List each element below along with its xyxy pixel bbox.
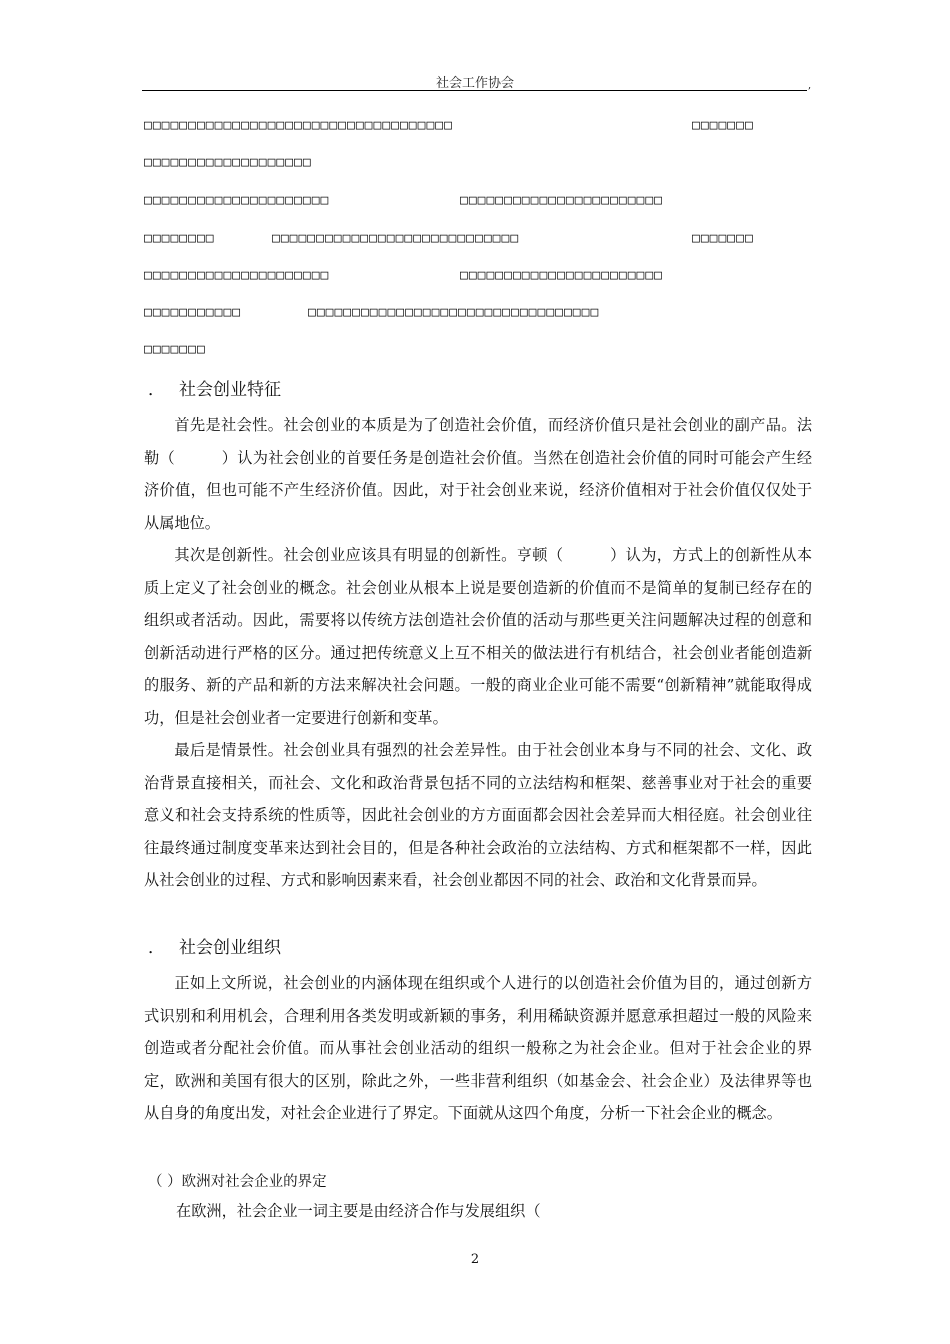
header-rule <box>142 90 807 91</box>
garbled-line-1a: □□□□□□□□□□□□□□□□□□□□□□□□□□□□□□□□□□□ <box>144 118 453 133</box>
paragraph-europe-start: 在欧洲，社会企业一词主要是由经济合作与发展组织（ <box>176 1202 541 1220</box>
paragraph-context: 最后是情景性。社会创业具有强烈的社会差异性。由于社会创业本身与不同的社会、文化、政治背景直接相关，而社会、文化和政治背景包括不同的立法结构和框架、慈善事业对于社会的重要意义和社会支持系统的性质等，因此社会创业的方方面面都会因社会差异而大相径庭。社会创业往往最终通过制度变革来达到社会目的，但是各种社会政治的立法结构、方式和框架都不一样，因此从社会创业的过程、方式和影响因素来看，社会创业都因不同的社会、政治和文化背景而异。 <box>144 741 812 889</box>
page-number: 2 <box>470 1252 480 1267</box>
heading-dot: ． <box>148 938 165 958</box>
section-heading-features <box>148 375 281 400</box>
running-header: 社会工作协会 <box>435 76 514 91</box>
garbled-line-4b: □□□□□□□□□□□□□□□□□□□□□□□□□□□□ <box>272 231 520 246</box>
heading-dot: ． <box>148 380 165 400</box>
heading-text: 社会创业特征 <box>179 380 281 400</box>
garbled-line-6a: □□□□□□□□□□□ <box>144 305 242 320</box>
heading-text: 社会创业组织 <box>179 938 281 958</box>
header-mark: , <box>808 80 812 91</box>
garbled-line-5a: □□□□□□□□□□□□□□□□□□□□□ <box>144 268 330 283</box>
garbled-line-4c: □□□□□□□ <box>692 231 754 246</box>
garbled-line-4a: □□□□□□□□ <box>144 231 215 246</box>
garbled-line-2a: □□□□□□□□□□□□□□□□□□□ <box>144 155 312 170</box>
garbled-line-1b: □□□□□□□ <box>692 118 754 133</box>
garbled-line-3a: □□□□□□□□□□□□□□□□□□□□□ <box>144 193 330 208</box>
section-heading-organization <box>148 933 281 958</box>
paragraph-social-enterprise: 正如上文所说，社会创业的内涵体现在组织或个人进行的以创造社会价值为目的，通过创新方式识别和利用机会，合理利用各类发明或新颖的事务，利用稀缺资源并愿意承担超过一般的风险来创造或者分配社会价值。而从事社会创业活动的组织一般称之为社会企业。但对于社会企业的界定，欧洲和美国有很大的区别，除此之外，一些非营利组织（如基金会、社会企业）及法律界等也从自身的角度出发，对社会企业进行了界定。下面就从这四个角度，分析一下社会企业的概念。 <box>144 974 812 1122</box>
paragraph-innovation: 其次是创新性。社会创业应该具有明显的创新性。亨顿（ ）认为，方式上的创新性从本质上定义了社会创业的概念。社会创业从根本上说是要创造新的价值而不是简单的复制已经存在的组织或者活动。因此，需要将以传统方法创造社会价值的活动与那些更关注问题解决过程的创意和创新活动进行严格的区分。通过把传统意义上互不相关的做法进行有机结合，社会创业者能创造新的服务、新的产品和新的方法来解决社会问题。一般的商业企业可能不需要“创新精神”就能取得成功，但是社会创业者一定要进行创新和变革。 <box>144 546 812 727</box>
garbled-line-5b: □□□□□□□□□□□□□□□□□□□□□□□ <box>460 268 664 283</box>
garbled-line-6b: □□□□□□□□□□□□□□□□□□□□□□□□□□□□□□□□□ <box>308 305 600 320</box>
garbled-line-7a: □□□□□□□ <box>144 342 206 357</box>
subsection-heading-europe: （ ）欧洲对社会企业的界定 <box>148 1174 327 1190</box>
garbled-line-3b: □□□□□□□□□□□□□□□□□□□□□□□ <box>460 193 664 208</box>
paragraph-social: 首先是社会性。社会创业的本质是为了创造社会价值，而经济价值只是社会创业的副产品。法勒（ ）认为社会创业的首要任务是创造社会价值。当然在创造社会价值的同时可能会产生经济价值，但也可能不产生经济价值。因此，对于社会创业来说，经济价值相对于社会价值仅仅处于从属地位。 <box>144 416 812 532</box>
